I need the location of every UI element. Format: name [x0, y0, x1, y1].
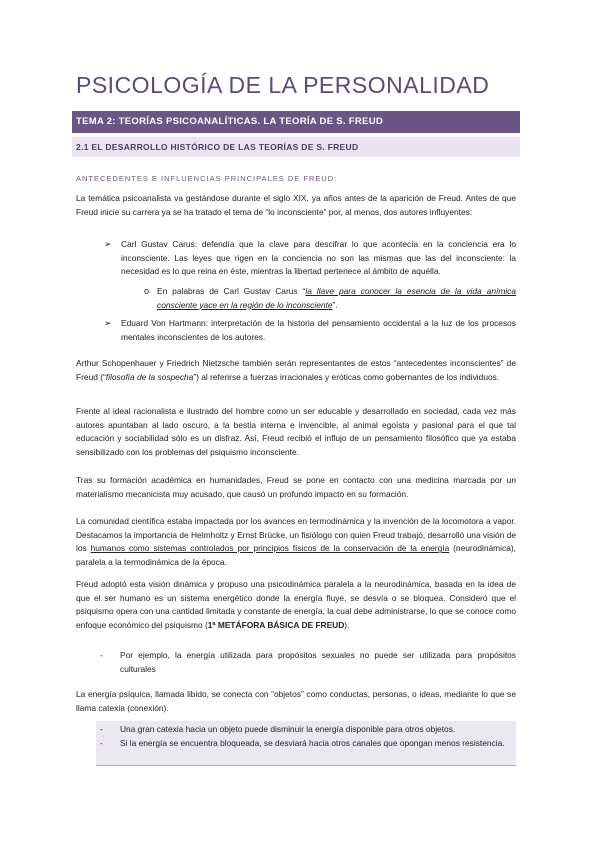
paragraph-4: Tras su formación académica en humanidades, Freud se pone en contacto con una medicina marcada por un materialismo mecanicista muy acusado, que causó un profundo impacto en su formación. [76, 475, 516, 499]
bullet-carus-text: Carl Gustav Carus: defendía que la clave para descifrar lo que acontecía en la conciencia era lo inconsciente. Las leyes que rigen en la conciencia no son las mismas que las del inconsciente: la necesidad es lo que reina en éste, mientras la libertad pertenece al ámbito de aquélla. [121, 239, 516, 277]
dash-item-text: Si la energía se encuentra bloqueada, se desviará hacia otros canales que opongan menos resistencia. [120, 738, 505, 748]
p2-part-a: Arthur Schopenhauer y Friedrich Nietzsche también serán representantes de estos “antecedentes inconscientes” de Freud (“ [76, 358, 516, 382]
dash-bullet-icon: - [100, 738, 103, 748]
dash-item-text: Una gran catexia hacia un objeto puede disminuir la energía disponible para otros objetos. [120, 724, 456, 734]
paragraph-3: Frente al ideal racionalista e ilustrado del hombre como un ser educable y desarrollado en sociedad, cada vez más autores apuntaban al lado oscuro, a la bestia interna e invencible, al animal egoísta y pasional para el que tal educación y sociabilidad sólo es un disfraz. Así, Freud recibió el influjo de un pensamiento filosófico que ya estaba sensibilizado con los problemas del psiquismo inconsciente. [76, 406, 516, 457]
bullet-carus [76, 238, 516, 279]
carus-quote: la llave para conocer la esencia de la vida anímica consciente yace en la región de lo inconsciente [157, 286, 516, 310]
subheading: ANTECEDENTES E INFLUENCIAS PRINCIPALES DE FREUD: [76, 174, 338, 183]
p5-underlined: humanos como sistemas controlados por principios físicos de la conservación de la energía [90, 543, 450, 554]
sub-bullet-text [157, 285, 516, 312]
dash-item-catexia [100, 723, 516, 737]
circle-bullet-icon: o [144, 286, 150, 296]
bullet-hartmann [76, 317, 516, 344]
section-heading: 2.1 EL DESARROLLO HISTÓRICO DE LAS TEORÍAS DE S. FREUD [72, 137, 520, 157]
topic-heading: TEMA 2: TEORÍAS PSICOANALÍTICAS. LA TEORÍA DE S. FREUD [72, 111, 520, 133]
quote-suffix: ”. [332, 299, 338, 310]
p6-part-b: ). [344, 619, 350, 630]
p5-part-b: (neurodinámica), paralela a la termodinámica de la época. [76, 543, 516, 567]
paragraph-5 [76, 515, 516, 569]
dash-item-bloqueo [100, 737, 516, 751]
dash-item-text: Por ejemplo, la energía utilizada para propósitos sexuales no puede ser utilizada para propósitos culturales [120, 650, 516, 674]
paragraph-7: La energía psíquica, llamada libido, se conecta con “objetos” como conductas, personas, o ideas, mediante lo que se llama catexia (conexión). [76, 689, 516, 713]
p2-italic: filosofía de la sospecha [105, 371, 194, 382]
paragraph-6 [76, 578, 516, 632]
dash-item-example [100, 649, 516, 676]
p5-part-a: La comunidad científica estaba impactada por los avances en termodinámica y la invención de la locomotora a vapor. Destacamos la importancia de Helmholtz y Ernst Brücke, un fisiólogo con quien Freud trabajó, desarrolló una visión de los [76, 516, 516, 554]
paragraph-1: La temática psicoanalista va gestándose durante el siglo XIX, ya años antes de la aparición de Freud. Antes de que Freud inicie su carrera ya se ha tratado el tema de “lo inconsciente” por, al menos, dos autores influyentes: [76, 193, 516, 217]
sub-bullet-carus-quote [76, 285, 516, 312]
p6-part-a: Freud adoptó esta visión dinámica y propuso una psicodinámica paralela a la neurodinámica, basada en la idea de que el ser humano es un sistema energético donde la energía fluye, se desvía o se bloquea. Consideró que el psiquismo opera con una cantidad limitada y constante de energía, la cual debe administrarse, lo que se conoce como enfoque económico del psiquismo ( [76, 579, 516, 630]
divider [96, 765, 516, 766]
document-title: PSICOLOGÍA DE LA PERSONALIDAD [76, 72, 490, 98]
paragraph-2 [76, 357, 516, 384]
dash-bullet-icon: - [100, 650, 103, 660]
quote-prefix: En palabras de Carl Gustav Carus “ [157, 286, 306, 296]
p2-part-b: ”) al referirse a fuerzas irracionales y eróticas como gobernantes de los individuos. [193, 371, 500, 382]
p6-bold: 1ª METÁFORA BÁSICA DE FREUD [207, 619, 345, 630]
dash-bullet-icon: - [100, 724, 103, 734]
arrow-bullet-icon: ➢ [104, 318, 112, 328]
arrow-bullet-icon: ➢ [104, 239, 112, 249]
bullet-hartmann-text: Eduard Von Hartmann: interpretación de la historia del pensamiento occidental a la luz de los procesos mentales inconscientes de los autores. [121, 318, 516, 342]
